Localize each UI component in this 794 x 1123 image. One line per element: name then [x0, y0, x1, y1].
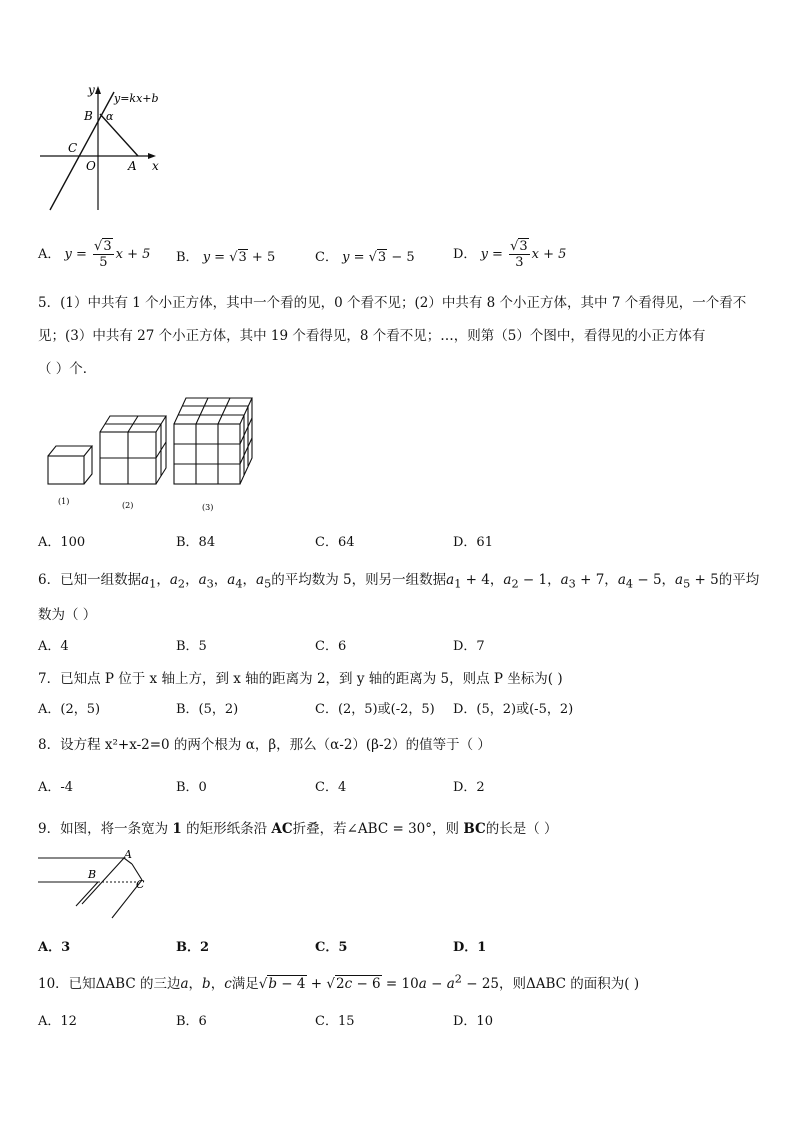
q10-line-1: 10．已知ΔABC 的三边a，b，c满足$√b - 4 + √2c - 6 = 10a - a^2 - 25$，则ΔABC 的面积为( ): [38, 972, 640, 992]
q10-option-b[interactable]: B．6: [176, 1014, 207, 1029]
q6-line-2: 数为（ ）: [38, 607, 97, 623]
q9-line-1: 9．如图，将一条宽为 1 的矩形纸条沿 AC折叠，若∠ABC = 30°，则 BC的长是（ ）: [38, 821, 558, 837]
q7-line-1: 7．已知点 P 位于 x 轴上方，到 x 轴的距离为 2，到 y 轴的距离为 5，则点 P 坐标为( ): [38, 671, 563, 687]
q5-option-b[interactable]: B．84: [176, 535, 216, 550]
q7-option-b[interactable]: B．(5，2): [176, 702, 239, 717]
label-line: y=kx+b: [114, 92, 159, 105]
q7-option-d[interactable]: D．(5，2)或(-5，2): [453, 702, 574, 717]
label-c: C: [136, 878, 145, 891]
q8-option-d[interactable]: D．2: [453, 780, 485, 795]
label-y: y: [88, 83, 95, 97]
q10-option-d[interactable]: D．10: [453, 1014, 493, 1029]
label-a: A: [124, 848, 132, 861]
q5-option-c[interactable]: C．64: [315, 535, 355, 550]
q6-option-c[interactable]: C．6: [315, 639, 347, 654]
label-a: A: [128, 159, 137, 173]
q6-option-a[interactable]: A．4: [38, 639, 69, 654]
label-o: O: [86, 159, 96, 173]
y-axis-arrow: [95, 86, 101, 94]
q5-line-3: （ ）个．: [38, 361, 97, 377]
q5-line-2: 见；(3）中共有 27 个小正方体，其中 19 个看得见，8 个看不见；…，则第（5）个图中，看得见的小正方体有: [38, 328, 706, 344]
q7-option-a[interactable]: A．(2，5): [38, 702, 101, 717]
label-b: B: [88, 868, 97, 881]
cube-3: [174, 398, 252, 484]
q6-option-b[interactable]: B．5: [176, 639, 207, 654]
cube-1: [48, 446, 92, 484]
cube-caption-1: (1): [58, 497, 70, 506]
q5-option-d[interactable]: D．61: [453, 535, 493, 550]
cube-caption-2: (2): [122, 501, 134, 510]
label-alpha: α: [106, 110, 114, 123]
q9-option-a[interactable]: A．3: [38, 940, 71, 955]
q10-option-a[interactable]: A．12: [38, 1014, 77, 1029]
q4-option-d[interactable]: D． y = $\frac{√3}{3}$ x + 5: [453, 239, 567, 270]
q4-option-a[interactable]: A． y = $\frac{√3}{5}$ x + 5: [38, 239, 151, 270]
q4-coordinate-figure: [34, 80, 174, 215]
q8-option-b[interactable]: B．0: [176, 780, 207, 795]
q10-option-c[interactable]: C．15: [315, 1014, 355, 1029]
q9-option-d[interactable]: D．1: [453, 940, 487, 955]
q4-option-b[interactable]: B． y = √3 + 5: [176, 250, 276, 265]
q8-line-1: 8．设方程 x²+x-2=0 的两个根为 α，β，那么（α-2）(β-2）的值等于（ ）: [38, 737, 491, 753]
fraction: $\frac{√3}{5}$: [94, 239, 112, 270]
cube-caption-3: (3): [202, 503, 214, 512]
q5-cubes-figure: [40, 394, 260, 516]
q5-line-1: 5．(1）中共有 1 个小正方体，其中一个看的见，0 个看不见；(2）中共有 8 个小正方体，其中 7 个看得见，一个看不: [38, 295, 747, 311]
q9-option-c[interactable]: C．5: [315, 940, 348, 955]
q9-folded-strip-figure: [36, 846, 166, 922]
q6-option-d[interactable]: D．7: [453, 639, 485, 654]
cube-2: [100, 416, 166, 484]
q6-line-1: 6．已知一组数据$a_1$，$a_2$，$a_3$，$a_4$，$a_5$的平均数为 5，则另一组数据$a_1 + 4$，$a_2 - 1$，$a_3 + 7$，$a_4 - 5$，$a_5 + 5$的平均: [38, 572, 760, 591]
q8-option-a[interactable]: A．-4: [38, 780, 74, 795]
label-x: x: [152, 159, 159, 173]
line-kx-b: [50, 92, 114, 210]
q9-option-b[interactable]: B．2: [176, 940, 210, 955]
label-b: B: [84, 109, 93, 123]
q7-option-c[interactable]: C．(2，5)或(-2，5): [315, 702, 435, 717]
label-c: C: [68, 141, 78, 155]
q4-option-c[interactable]: C． y = √3 − 5: [315, 250, 415, 265]
fraction: $\frac{√3}{3}$: [510, 239, 528, 270]
q8-option-c[interactable]: C．4: [315, 780, 347, 795]
q5-option-a[interactable]: A．100: [38, 535, 86, 550]
